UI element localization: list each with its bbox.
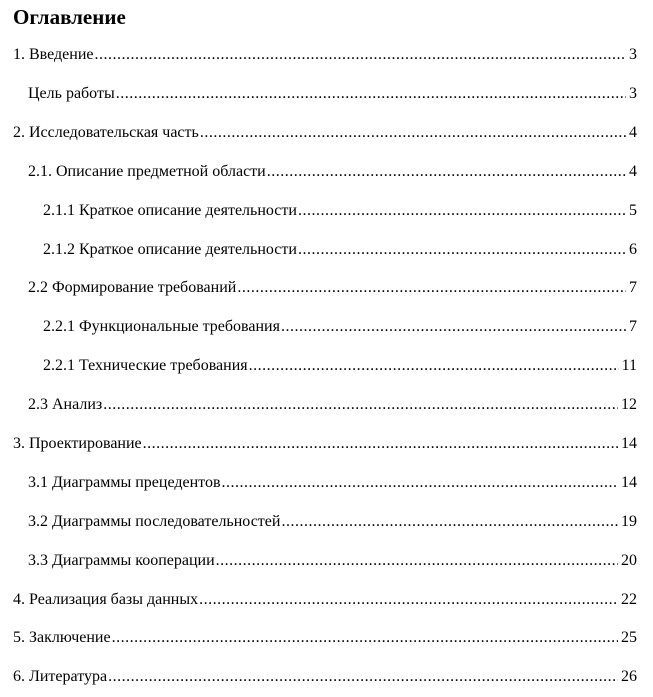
toc-entry-label: 2. Исследовательская часть (13, 124, 199, 141)
toc-entry-label: 2.2 Формирование требований (28, 279, 237, 296)
toc-entry-page: 4 (629, 124, 637, 141)
toc-entry-page: 7 (629, 279, 637, 296)
toc-entry-label: 2.3 Анализ (28, 396, 103, 413)
toc-entry-use-case-diagrams[interactable] (28, 472, 637, 492)
toc-entry-label: 1. Введение (13, 46, 94, 63)
toc-entry-database-implementation[interactable] (13, 589, 637, 609)
toc-entry-technical-requirements[interactable] (43, 355, 637, 375)
toc-entry-page: 5 (629, 202, 637, 219)
toc-entry-label: 2.2.1 Технические требования (43, 357, 248, 374)
toc-entry-page: 6 (629, 241, 637, 258)
toc-entry-references[interactable] (13, 666, 637, 686)
toc-entry-label: 6. Литература (13, 668, 108, 685)
toc-dot-leader (95, 46, 627, 64)
toc-entry-collaboration-diagrams[interactable] (28, 550, 637, 570)
toc-entry-activity-summary-1[interactable] (43, 200, 637, 220)
toc-entry-analysis[interactable] (28, 394, 637, 414)
toc-entry-sequence-diagrams[interactable] (28, 511, 637, 531)
toc-entry-activity-summary-2[interactable] (43, 239, 637, 259)
toc-entry-research[interactable] (13, 122, 637, 142)
toc-entry-page: 4 (629, 163, 637, 180)
toc-entry-domain-description[interactable] (28, 161, 637, 181)
toc-entry-page: 14 (621, 474, 637, 491)
toc-dot-leader (281, 318, 626, 336)
toc-dot-leader (281, 513, 618, 531)
toc-entry-label: Цель работы (28, 85, 115, 102)
toc-entry-label: 3.2 Диаграммы последовательностей (28, 513, 281, 530)
toc-entry-label: 2.2.1 Функциональные требования (43, 318, 280, 335)
toc-entry-label: 2.1.1 Краткое описание деятельности (43, 202, 297, 219)
toc-entry-label: 5. Заключение (13, 629, 111, 646)
toc-entry-page: 14 (621, 435, 637, 452)
toc-dot-leader (116, 85, 626, 103)
toc-dot-leader (237, 279, 626, 297)
toc-entry-label: 4. Реализация базы данных (13, 591, 199, 608)
toc-title: Оглавление (13, 5, 126, 29)
toc-dot-leader (222, 474, 619, 492)
toc-dot-leader (143, 435, 618, 453)
toc-entry-page: 25 (621, 629, 637, 646)
toc-dot-leader (216, 552, 618, 570)
toc-entry-page: 26 (621, 668, 637, 685)
toc-dot-leader (199, 591, 618, 609)
toc-entry-label: 2.1.2 Краткое описание деятельности (43, 241, 297, 258)
toc-entry-page: 3 (629, 85, 637, 102)
toc-dot-leader (200, 124, 626, 142)
toc-dot-leader (267, 163, 626, 181)
toc-entry-functional-requirements[interactable] (43, 316, 637, 336)
toc-entry-label: 3.3 Диаграммы кооперации (28, 552, 215, 569)
toc-dot-leader (249, 357, 619, 375)
toc-entry-page: 20 (621, 552, 637, 569)
toc-entry-introduction[interactable] (13, 44, 637, 64)
toc-dot-leader (298, 241, 626, 259)
toc-entry-page: 19 (621, 513, 637, 530)
toc-entry-requirements[interactable] (28, 277, 637, 297)
toc-dot-leader (103, 396, 618, 414)
toc-entry-design[interactable] (13, 433, 637, 453)
toc-entry-page: 7 (629, 318, 637, 335)
toc-entry-page: 22 (621, 591, 637, 608)
toc-entry-label: 3.1 Диаграммы прецедентов (28, 474, 221, 491)
toc-entry-page: 11 (621, 357, 637, 374)
toc-dot-leader (112, 629, 618, 647)
toc-entry-goal[interactable] (28, 83, 637, 103)
toc-entry-page: 12 (621, 396, 637, 413)
toc-entry-label: 3. Проектирование (13, 435, 142, 452)
toc-dot-leader (108, 668, 618, 686)
toc-dot-leader (298, 202, 626, 220)
toc-entry-conclusion[interactable] (13, 627, 637, 647)
toc-entry-label: 2.1. Описание предметной области (28, 163, 266, 180)
toc-entry-page: 3 (629, 46, 637, 63)
